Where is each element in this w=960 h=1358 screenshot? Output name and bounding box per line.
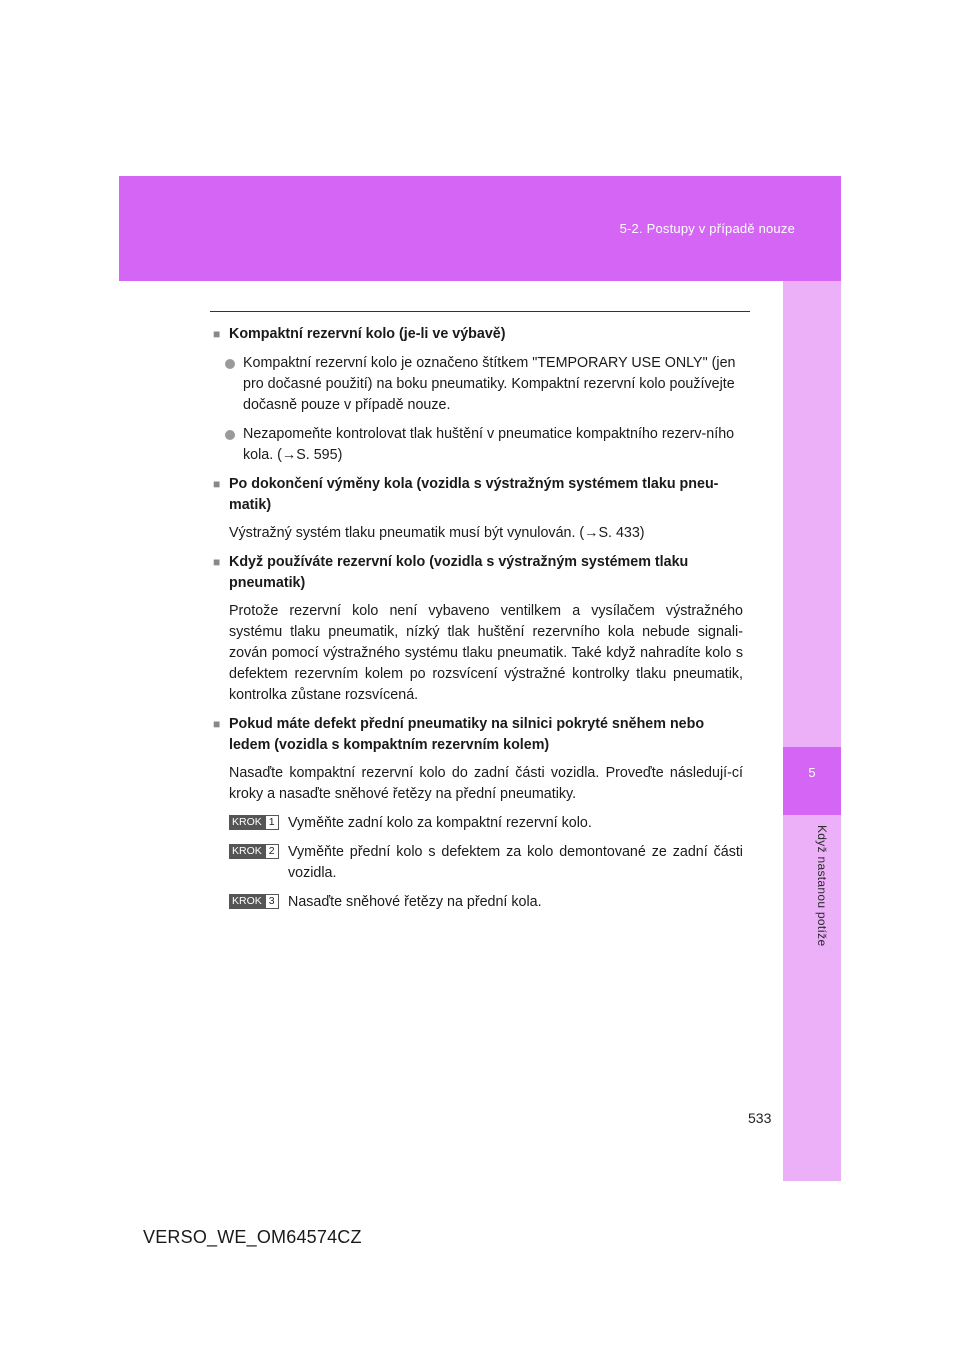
- paragraph: Výstražný systém tlaku pneumatik musí být vynulován. (→S. 433): [229, 525, 645, 541]
- square-bullet-icon: ■: [213, 477, 221, 491]
- circle-bullet-icon: [225, 430, 235, 440]
- section-title: ■ Po dokončení výměny kola (vozidla s výstražným systémem tlaku pneu-matik): [213, 476, 719, 513]
- section-title: ■ Kompaktní rezervní kolo (je-li ve výbavě): [213, 324, 743, 345]
- step-item: KROK 1 Vyměňte zadní kolo za kompaktní rezervní kolo.: [213, 813, 743, 834]
- square-bullet-icon: ■: [213, 717, 221, 731]
- step-badge: KROK 3: [229, 894, 279, 909]
- header-band: [119, 176, 841, 281]
- step-item: KROK 3 Nasaďte sněhové řetězy na přední kola.: [213, 892, 743, 913]
- document-code: VERSO_WE_OM64574CZ: [143, 1227, 362, 1247]
- square-bullet-icon: ■: [213, 327, 221, 341]
- top-divider: [210, 311, 750, 312]
- paragraph: Nasaďte kompaktní rezervní kolo do zadní části vozidla. Proveďte následují-cí kroky a nasaďte sněhové řetězy na přední pneumatiky.: [229, 765, 743, 802]
- chapter-label: Když nastanou potíže: [815, 825, 829, 947]
- circle-bullet-icon: [225, 359, 235, 369]
- section-title: ■ Pokud máte defekt přední pneumatiky na silnici pokryté sněhem nebo ledem (vozidla s kompaktním rezervním kolem): [213, 716, 705, 753]
- page-number: 533: [748, 1110, 772, 1126]
- section-title: ■ Když používáte rezervní kolo (vozidla s výstražným systémem tlaku pneumatik): [213, 554, 689, 591]
- step-badge: KROK 2: [229, 844, 279, 859]
- step-item: KROK 2 Vyměňte přední kolo s defektem za kolo demontované ze zadní části vozidla.: [213, 842, 743, 884]
- section-header-title: 5-2. Postupy v případě nouze: [619, 221, 795, 236]
- list-item: Kompaktní rezervní kolo je označeno štítkem "TEMPORARY USE ONLY" (jen pro dočasné použití) na boku pneumatiky. Kompaktní rezervní kolo používejte dočasně pouze v případě nouze.: [213, 353, 743, 416]
- square-bullet-icon: ■: [213, 555, 221, 569]
- page-content: [213, 324, 743, 921]
- chapter-number: 5: [783, 747, 841, 815]
- chapter-side-tab: [783, 281, 841, 1181]
- paragraph: Protože rezervní kolo není vybaveno ventilkem a vysílačem výstražného systému tlaku pneumatik, nízký tlak huštění rezervního kola nebude signali-zován pomocí výstražného systému tlaku pneumatik. Také když nahradíte kolo s defektem rezervním kolem po rozsvícení výstražné kontrolky tlaku pneumatik, kontrolka zůstane rozsvícená.: [229, 603, 743, 703]
- step-badge: KROK 1: [229, 815, 279, 830]
- list-item: Nezapomeňte kontrolovat tlak huštění v pneumatice kompaktního rezerv-ního kola. (→S. 595): [213, 424, 743, 466]
